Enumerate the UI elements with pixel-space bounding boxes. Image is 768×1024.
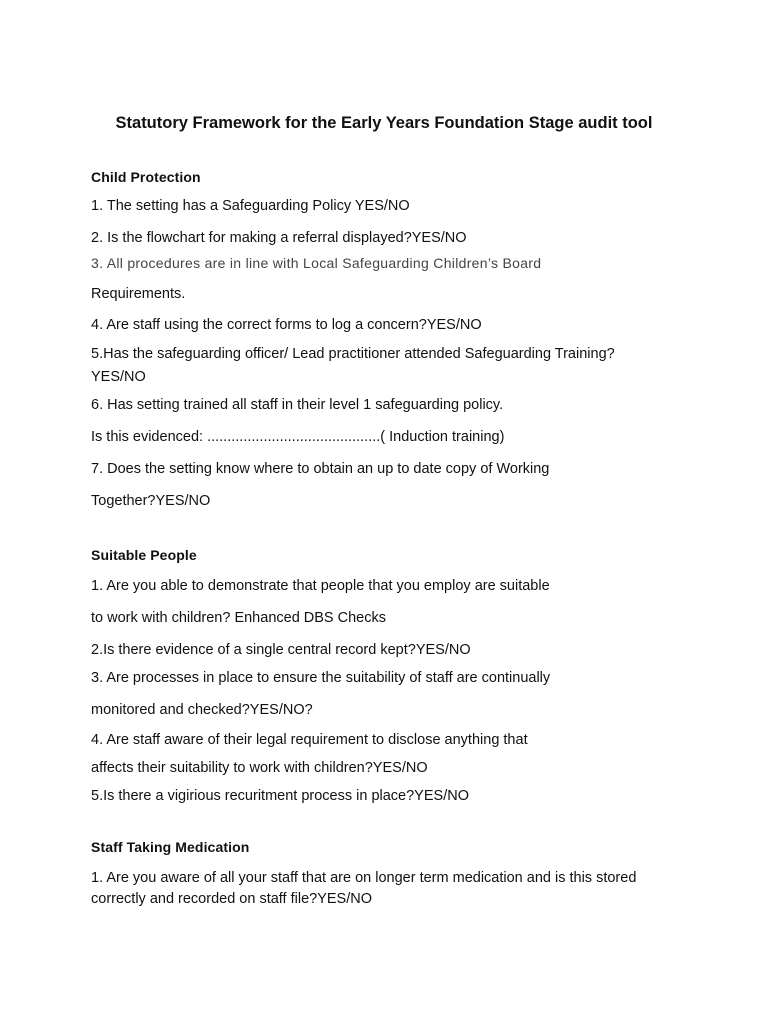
document-line: Is this evidenced: ...........................................( Induction training): [91, 429, 505, 445]
document-line: to work with children? Enhanced DBS Checks: [91, 610, 386, 626]
section-heading-child-protection: Child Protection: [91, 169, 201, 185]
section-heading-staff-taking-medication: Staff Taking Medication: [91, 839, 250, 855]
document-line: monitored and checked?YES/NO?: [91, 702, 313, 718]
document-line: correctly and recorded on staff file?YES/NO: [91, 891, 373, 907]
document-line: 6. Has setting trained all staff in their level 1 safeguarding policy.: [91, 397, 504, 413]
document-line: 5.Is there a vigirious recuritment process in place?YES/NO: [91, 788, 469, 804]
document-line: 7. Does the setting know where to obtain an up to date copy of Working: [91, 461, 550, 477]
document-title: Statutory Framework for the Early Years Foundation Stage audit tool: [115, 114, 653, 132]
document-line: 1. Are you able to demonstrate that people that you employ are suitable: [91, 578, 550, 594]
document-line: 5.Has the safeguarding officer/ Lead practitioner attended Safeguarding Training?: [91, 346, 615, 362]
document-line: 1. Are you aware of all your staff that are on longer term medication and is this stored: [91, 870, 637, 886]
document-line: affects their suitability to work with children?YES/NO: [91, 760, 428, 776]
document-line: YES/NO: [91, 369, 146, 385]
document-line: 1. The setting has a Safeguarding Policy YES/NO: [91, 198, 410, 214]
document-line: 2. Is the flowchart for making a referral displayed?YES/NO: [91, 230, 467, 246]
document-line: Together?YES/NO: [91, 493, 211, 509]
document-line: 4. Are staff using the correct forms to log a concern?YES/NO: [91, 317, 482, 333]
document-line: 3. Are processes in place to ensure the suitability of staff are continually: [91, 670, 551, 686]
document-line: 2.Is there evidence of a single central record kept?YES/NO: [91, 642, 471, 658]
document-line: Requirements.: [91, 286, 186, 302]
document-line: 4. Are staff aware of their legal requirement to disclose anything that: [91, 732, 528, 748]
document-line: 3. All procedures are in line with Local Safeguarding Children’s Board: [91, 255, 542, 271]
section-heading-suitable-people: Suitable People: [91, 547, 197, 563]
